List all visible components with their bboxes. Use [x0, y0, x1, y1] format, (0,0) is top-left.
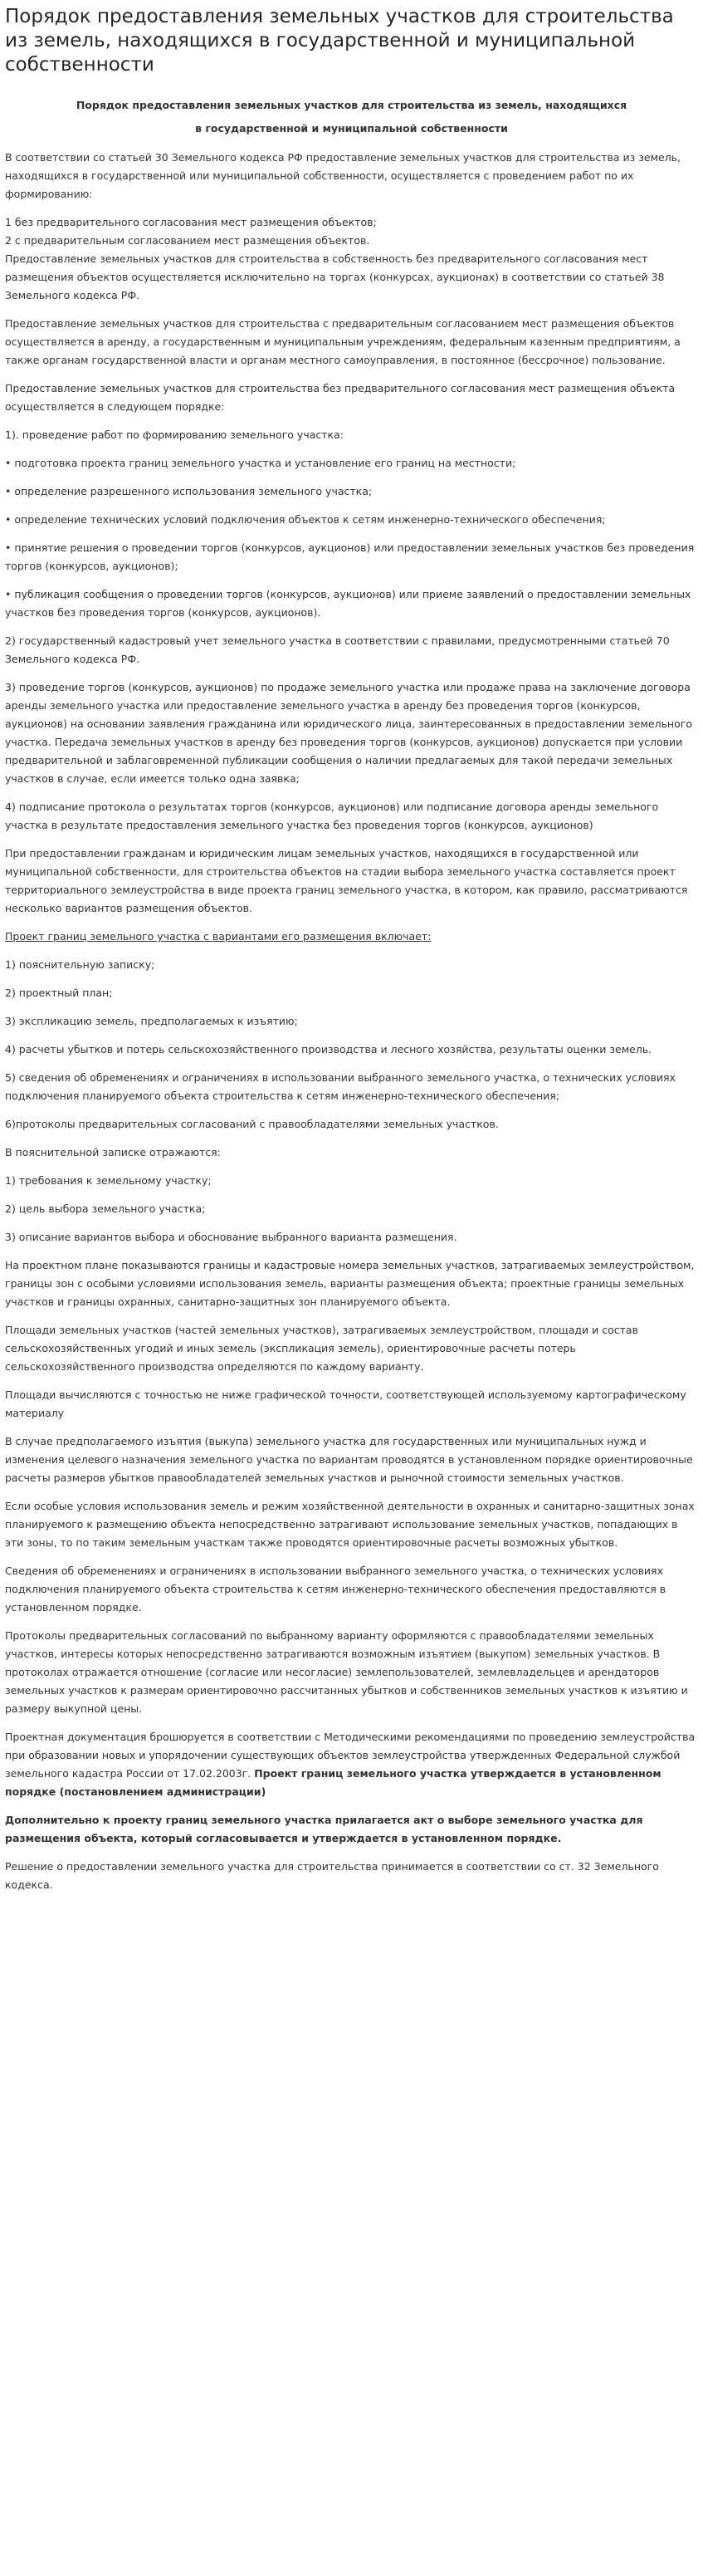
paragraph-seizure: В случае предполагаемого изъятия (выкупа) земельного участка для государственных или муниципальных нужд и изменения целевого назначения земельного участка по вариантам проводятся в установленном порядке ориентировочные расчеты размеров убытков правообладателей земельных участков и рыночной стоимости земельных участков.	[5, 1435, 693, 1484]
option-1: 1 без предварительного согласования мест размещения объектов;	[5, 216, 377, 228]
page-title: Порядок предоставления земельных участков для строительства из земель, находящихся в государственной и муниципальной собственности	[5, 6, 674, 76]
paragraph-intro: В соответствии со статьей 30 Земельного кодекса РФ предоставление земельных участков для строительства из земель, находящихся в государственной или муниципальной собственности, осуществляется с проведением работ по их формированию:	[5, 151, 681, 200]
note-item-1: 1) требования к земельному участку;	[5, 1174, 212, 1187]
note-item-2: 2) цель выбора земельного участка;	[5, 1202, 206, 1215]
paragraph-act: Дополнительно к проекту границ земельного участка прилагается акт о выборе земельного участка для размещения объекта, который согласовывается и утверждается в установленном порядке.	[5, 1814, 643, 1844]
project-contents-heading: Проект границ земельного участка с вариантами его размещения включает:	[5, 930, 432, 943]
paragraph-citizens: При предоставлении гражданам и юридическим лицам земельных участков, находящихся в государственной или муниципальной собственности, для строительства объектов на стадии выбора земельного участка составляется проект территориального землеустройства в виде проекта границ земельного участка, в котором, как правило, рассматриваются несколько вариантов размещения объектов.	[5, 847, 688, 914]
paragraph-protocols: Протоколы предварительных согласований по выбранному варианту оформляются с правообладателями земельных участков, интересы которых непосредственно затрагиваются возможным изъятием (выкупом) земельных участков. В протоколах отражается отношение (согласие или несогласие) землепользователей, землевладельцев и арендаторов земельных участков к размерам ориентировочно рассчитанных убытков и собственников земельных участков к изъятию и размеру выкупной цены.	[5, 1629, 688, 1715]
documentation-text: Проектная документация брошюруется в соответствии с Методическими рекомендациями по проведению землеустройства при образовании новых и упорядочении существующих объектов землеустройства утвержденных Федеральной службой земельного кадастра России от 17.02.2003г.	[5, 1731, 696, 1780]
project-item-4: 4) расчеты убытков и потерь сельскохозяйственного производства и лесного хозяйства, результаты оценки земель.	[5, 1043, 652, 1055]
section-heading-line-1: Порядок предоставления земельных участков для строительства из земель, находящихся	[76, 99, 627, 111]
section-heading-line-2: в государственной и муниципальной собственности	[195, 122, 508, 135]
bullet-4: • принятие решения о проведении торгов (конкурсов, аукционов) или предоставлении земельных участков без проведения торгов (конкурсов, аукционов);	[5, 541, 695, 572]
project-item-6: 6)протоколы предварительных согласований с правообладателями земельных участков.	[5, 1118, 499, 1130]
step-3: 3) проведение торгов (конкурсов, аукционов) по продаже земельного участка или продаже права на заключение договора аренды земельного участка или предоставление земельного участка в аренду без проведения торгов (конкурсов, аукционов) на основании заявления гражданина или юридического лица, заинтересованных в предоставлении земельного участка. Передача земельных участков в аренду без проведения торгов (конкурсов, аукционов) допускается при условии предварительной и заблаговременной публикации сообщения о наличии предлагаемых для такой передачи земельных участков в случае, если имеется только одна заявка;	[5, 681, 692, 785]
paragraph-info: Сведения об обременениях и ограничениях в использовании выбранного земельного участка, о технических условиях подключения планируемого объекта строительства к сетям инженерно-технического обеспечения предоставляются в установленном порядке.	[5, 1565, 666, 1614]
paragraph-final: Решение о предоставлении земельного участка для строительства принимается в соответствии со ст. 32 Земельного кодекса.	[5, 1860, 659, 1891]
step-4: 4) подписание протокола о результатах торгов (конкурсов, аукционов) или подписание договора аренды земельного участка в результате предоставления земельного участка без проведения торгов (конкурсов, аукционов)	[5, 801, 659, 831]
bullet-5: • публикация сообщения о проведении торгов (конкурсов, аукционов) или приеме заявлений о предоставлении земельных участков без проведения торгов (конкурсов, аукционов).	[5, 588, 691, 619]
project-item-1: 1) пояснительную записку;	[5, 958, 155, 971]
project-item-2: 2) проектный план;	[5, 987, 113, 999]
bullet-2: • определение разрешенного использования земельного участка;	[5, 485, 373, 497]
project-item-3: 3) экспликацию земель, предполагаемых к изъятию;	[5, 1015, 298, 1027]
project-item-5: 5) сведения об обременениях и ограничениях в использовании выбранного земельного участка, о технических условиях подключения планируемого объекта строительства к сетям инженерно-технического обеспечения;	[5, 1071, 676, 1102]
paragraph-order: Предоставление земельных участков для строительства без предварительного согласования мест размещения объекта осуществляется в следующем порядке:	[5, 382, 676, 413]
paragraph-documentation	[5, 1728, 698, 1801]
paragraph-special: Если особые условия использования земель и режим хозяйственной деятельности в охранных и санитарно-защитных зонах планируемого к размещению объекта непосредственно затрагивают использование земельных участков, попадающих в эти зоны, то по таким земельным участкам также проводятся ориентировочные расчеты возможных убытков.	[5, 1500, 695, 1549]
note-heading: В пояснительной записке отражаются:	[5, 1146, 221, 1158]
paragraph-preliminary: Предоставление земельных участков для строительства с предварительным согласованием мест размещения объектов осуществляется в аренду, а государственным и муниципальным учреждениям, федеральным казенным предприятиям, а также органам государственной власти и органам местного самоуправления, в постоянное (бессрочное) пользование.	[5, 317, 681, 366]
documentation-approval: Проект границ земельного участка утверждается в установленном порядке (постановлением администрации)	[5, 1767, 662, 1798]
paragraph-plan: На проектном плане показываются границы и кадастровые номера земельных участков, затрагиваемых землеустройством, границы зон с особыми условиями использования земель, варианты размещения объекта; проектные границы земельных участков и границы охранных, санитарно-защитных зон планируемого объекта.	[5, 1259, 695, 1308]
option-2: 2 с предварительным согласованием мест размещения объектов.	[5, 234, 370, 247]
paragraph-areas: Площади земельных участков (частей земельных участков), затрагиваемых землеустройством, площади и состав сельскохозяйственных угодий и иных земель (экспликация земель), ориентировочные расчеты потерь сельскохозяйственного производства определяются по каждому варианту.	[5, 1324, 638, 1373]
bullet-1: • подготовка проекта границ земельного участка и установление его границ на местности;	[5, 457, 516, 469]
paragraph-calc: Площади вычисляются с точностью не ниже графической точности, соответствующей используемому картографическому материалу	[5, 1388, 686, 1419]
note-item-3: 3) описание вариантов выбора и обоснование выбранного варианта размещения.	[5, 1231, 457, 1243]
bullet-3: • определение технических условий подключения объектов к сетям инженерно-технического обеспечения;	[5, 513, 606, 526]
section-heading	[5, 94, 698, 140]
paragraph-no-preliminary: Предоставление земельных участков для строительства в собственность без предварительного согласования мест размещения объектов осуществляется исключительно на торгах (конкурсах, аукционах) в соответствии со статьей 38 Земельного кодекса РФ.	[5, 252, 665, 301]
step-1: 1). проведение работ по формированию земельного участка:	[5, 429, 344, 441]
step-2: 2) государственный кадастровый учет земельного участка в соответствии с правилами, предусмотренными статьей 70 Земельного кодекса РФ.	[5, 634, 670, 665]
